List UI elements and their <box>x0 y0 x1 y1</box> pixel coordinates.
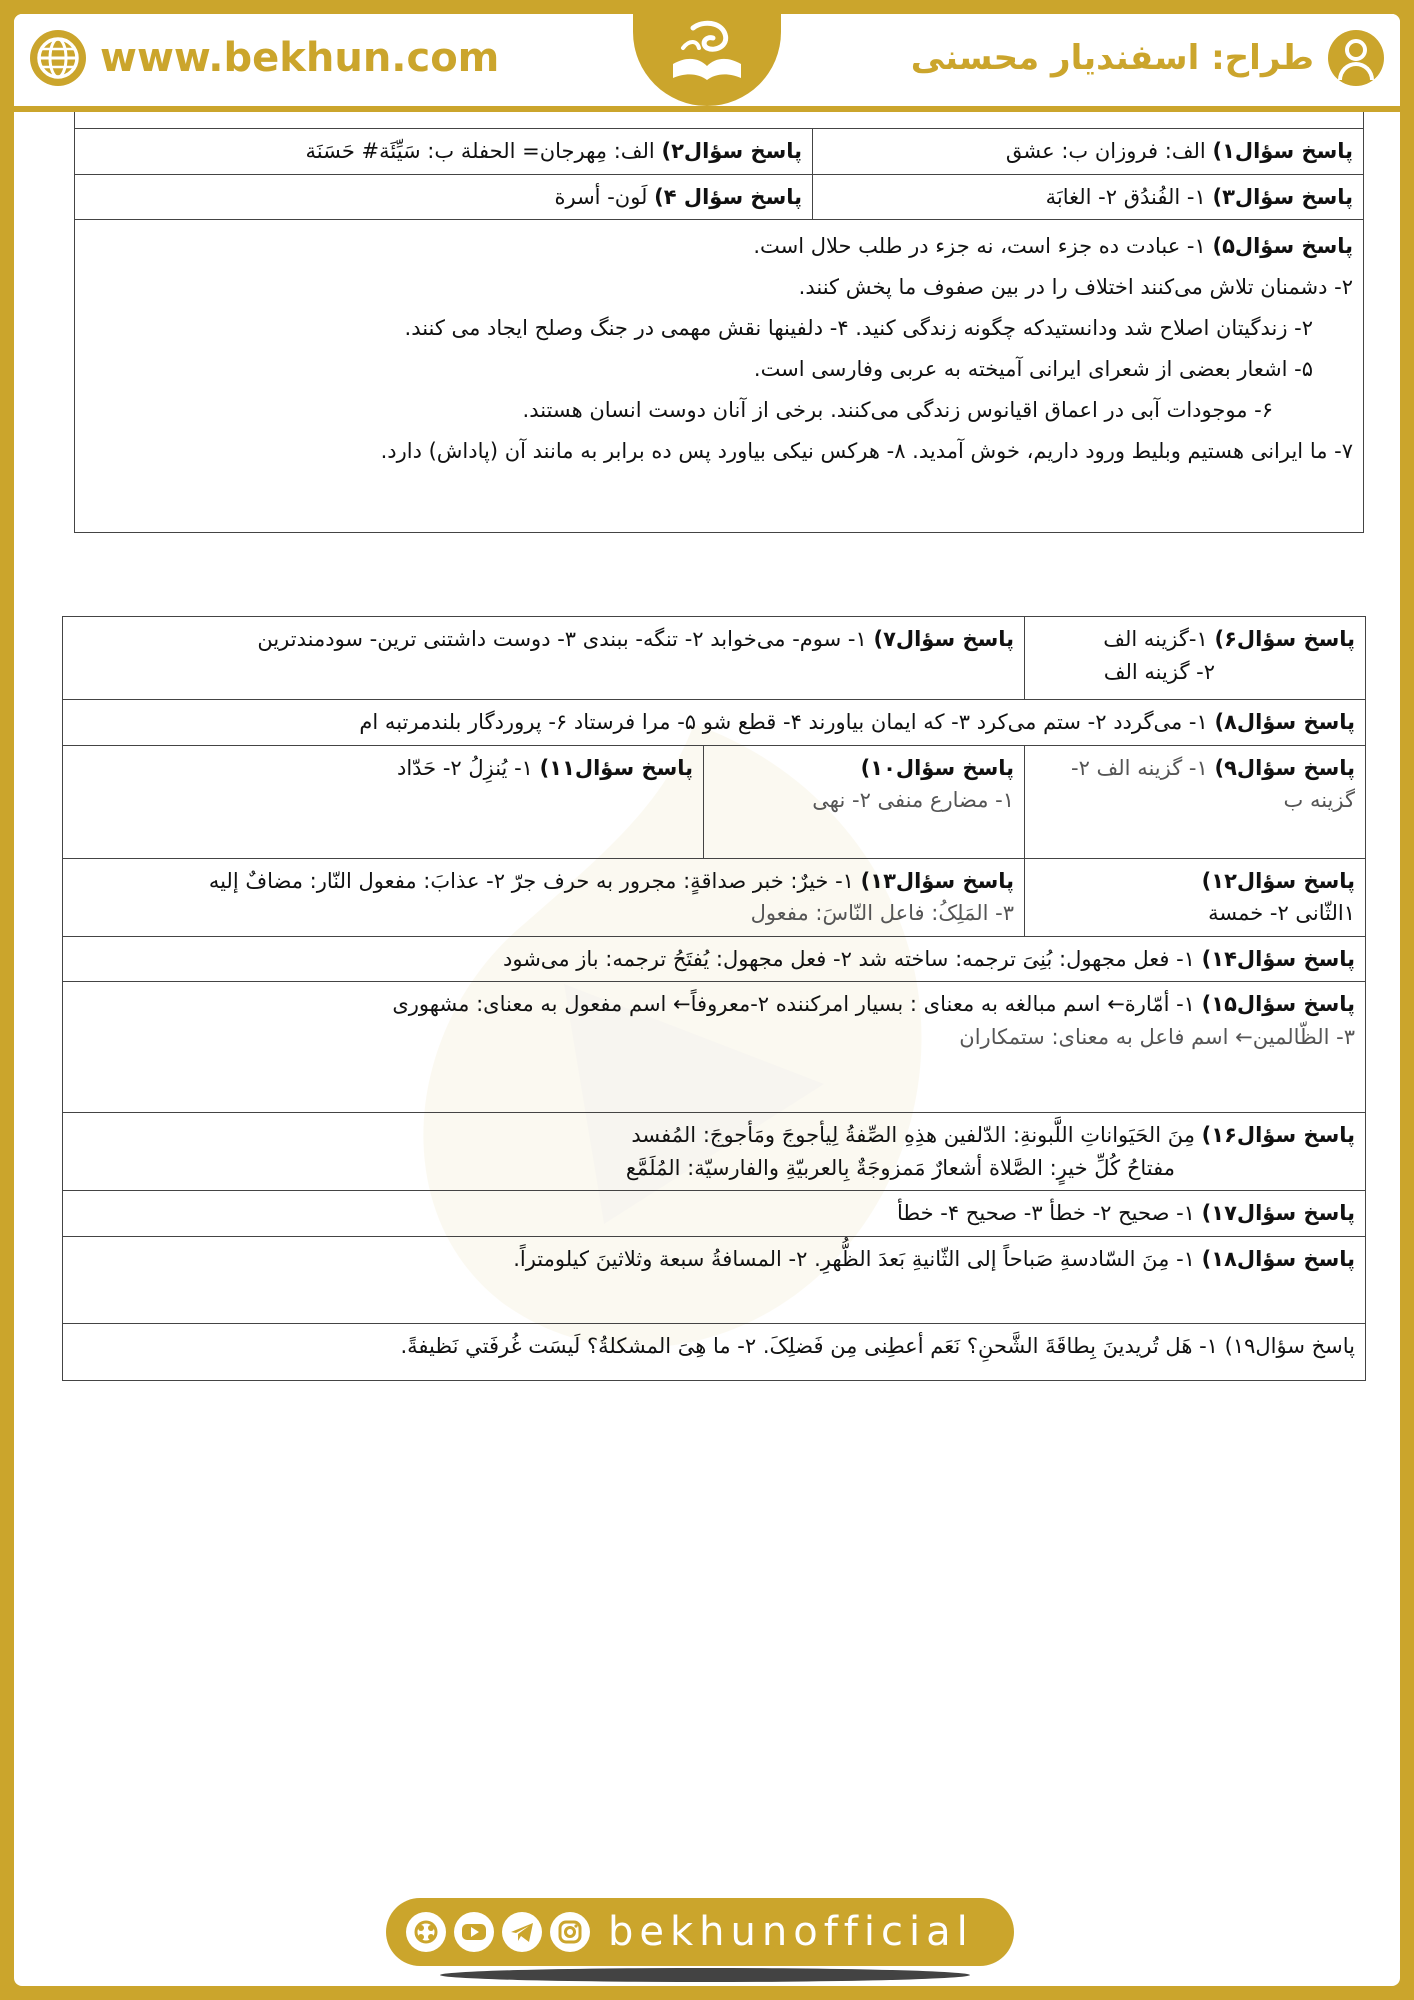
answer-text: ۳- المَلِکُ: فاعل النّاسَ: مفعول <box>750 901 1014 926</box>
book-icon <box>663 18 751 90</box>
question-label: پاسخ سؤال۱۸) <box>1201 1246 1355 1271</box>
question-label: پاسخ سؤال۷) <box>873 627 1014 651</box>
table-row <box>63 700 1366 746</box>
answer-text: ۱- خیرٌ: خبر صداقةٍ: مجرور به حرف جرّ ۲- عذابَ: مفعول النّار: مضافٌ إلیه <box>208 868 854 893</box>
website[interactable] <box>30 30 499 86</box>
answer-text: ۱- مضارع منفی ۲- نهی <box>812 788 1014 813</box>
answer-q10 <box>704 745 1025 858</box>
question-label: پاسخ سؤال۱۱) <box>539 755 693 780</box>
table-row <box>63 1191 1366 1237</box>
answer-q17 <box>63 1191 1366 1237</box>
globe-icon <box>30 30 86 86</box>
answer-q2 <box>75 129 813 175</box>
youtube-icon[interactable] <box>454 1912 494 1952</box>
answer-text: ۱- فعل مجهول: بُنِیَ ترجمه: ساخته شد ۲- فعل مجهول: یُفتَحُ ترجمه: باز می‌شود <box>503 946 1195 971</box>
answer-text: ۲- گزینه الف <box>1103 659 1215 684</box>
page <box>14 14 1400 1986</box>
question-label: پاسخ سؤال۱) <box>1212 139 1353 163</box>
designer-name: طراح: اسفندیار محسنی <box>910 38 1314 78</box>
answer-line: ۲- زندگیتان اصلاح شد ودانستیدکه چگونه زندگی کنید. ۴- دلفینها نقش مهمی در جنگ وصلح ایجاد می کنند. <box>404 315 1313 340</box>
answer-text: الف: فروزان ب: عشق <box>1005 139 1206 163</box>
answer-q13 <box>63 858 1025 936</box>
answer-q5 <box>75 220 1364 533</box>
bekhun-logo <box>633 14 781 106</box>
aparat-icon[interactable] <box>406 1912 446 1952</box>
question-label: پاسخ سؤال۱۴) <box>1201 946 1355 971</box>
table-row <box>63 1323 1366 1380</box>
answer-q3 <box>813 174 1364 220</box>
page-header <box>14 14 1400 112</box>
website-url[interactable]: www.bekhun.com <box>100 35 500 81</box>
answer-q11 <box>63 745 704 858</box>
telegram-icon[interactable] <box>502 1912 542 1952</box>
table-row <box>63 617 1366 700</box>
answer-q19 <box>63 1323 1366 1380</box>
answers-table-top <box>74 112 1364 533</box>
answer-text: ۳- الظّالمین← اسم فاعل به معنای: ستمکاران <box>959 1024 1355 1049</box>
answer-text: ۱- سوم- می‌خوابد ۲- تنگه- ببندی ۳- دوست داشتنی ترین- سودمندترین <box>257 627 867 651</box>
question-label: پاسخ سؤال۸) <box>1214 710 1355 734</box>
question-label: پاسخ سؤال ۴) <box>654 184 802 209</box>
table-row <box>63 858 1366 936</box>
answer-q9 <box>1025 745 1366 858</box>
answer-text: مفتاحُ کُلِّ خیرٍ: الصَّلاة أشعارٌ مَمزوجَةٌ بِالعربیّةِ والفارسیّة: المُلَمَّع <box>625 1155 1175 1180</box>
question-label: پاسخ سؤال۵) <box>1212 234 1353 259</box>
table-row <box>63 1113 1366 1191</box>
table-row <box>75 129 1364 175</box>
answer-q6 <box>1025 617 1366 700</box>
answer-text: ۱الثّانی ۲- خمسة <box>1208 901 1355 926</box>
answer-q12 <box>1025 858 1366 936</box>
social-footer <box>386 1898 1014 1966</box>
answer-text: ۱- می‌گردد ۲- ستم می‌کرد ۳- که ایمان بیاورند ۴- قطع شو ۵- مرا فرستاد ۶- پروردگار بلندمرتبه ام <box>359 710 1208 734</box>
question-label: پاسخ سؤال۳) <box>1212 184 1353 209</box>
question-label: پاسخ سؤال۱۵) <box>1201 992 1355 1017</box>
answer-text: ۱- صحیح ۲- خطأ ۳- صحیح ۴- خطأ <box>896 1201 1195 1226</box>
question-label: پاسخ سؤال۶) <box>1214 627 1355 651</box>
answer-text: الف: مِهرجان= الحفلة ب: سَیِّئَة# حَسَنَة <box>305 139 655 163</box>
table-row <box>63 936 1366 982</box>
designer-credit <box>911 30 1384 86</box>
instagram-icon[interactable] <box>550 1912 590 1952</box>
answer-q16 <box>63 1113 1366 1191</box>
question-label: پاسخ سؤال۱۷) <box>1201 1201 1355 1226</box>
table-row <box>75 174 1364 220</box>
answer-q4 <box>75 174 813 220</box>
question-label: پاسخ سؤال۱۳) <box>860 868 1014 893</box>
question-label: پاسخ سؤال۱۶) <box>1201 1123 1355 1148</box>
table-row <box>63 1236 1366 1323</box>
question-label: پاسخ سؤال۹) <box>1214 755 1355 780</box>
table-row <box>63 745 1366 858</box>
answer-line: ۶- موجودات آبی در اعماق اقیانوس زندگی می‌کنند. برخی از آنان دوست انسان هستند. <box>522 397 1273 422</box>
answer-text: مِنَ الحَیَواناتِ اللَّبونةِ: الدّلفین هذِهِ الصِّفةُ لِیأجوجَ ومَأجوجَ: المُفسد <box>631 1123 1195 1148</box>
answer-line: ۵- اشعار بعضی از شعرای ایرانی آمیخته به عربی وفارسی است. <box>753 356 1313 381</box>
answer-line: ۱- عبادت ده جزء است، نه جزء در طلب حلال است. <box>753 234 1206 259</box>
answer-line: ۷- ما ایرانی هستیم وبلیط ورود داریم، خوش آمدید. ۸- هرکس نیکی بیاورد پس ده برابر به مانند آن (پاداش) دارد. <box>380 438 1353 463</box>
answer-text: ۱- یُنزِلُ ۲- حَدّاد <box>396 755 533 780</box>
answer-text: ۱- الفُندُق ۲- الغابَة <box>1045 184 1206 209</box>
answer-q7 <box>63 617 1025 700</box>
user-icon <box>1328 30 1384 86</box>
answer-text: ۱- أمّارة← اسم مبالغه به معنای : بسیار امرکننده ۲-معروفاً← اسم مفعول به معنای: مشهوری <box>392 992 1195 1017</box>
table-row <box>75 220 1364 533</box>
answer-text: ۱- گزینه الف ۲- گزینه ب <box>1071 755 1355 813</box>
social-handle[interactable]: bekhunofficial <box>608 1909 974 1955</box>
answer-text: ۱- هَل تُریدینَ بِطاقَةَ الشَّحنِ؟ نَعَم أعطِنی مِن فَضلِکَ. ۲- ما هِیَ المشکلةُ؟ لَیسَت غُرفَتي نَظیفةً. <box>400 1333 1218 1358</box>
answer-text: لَون- أسرة <box>554 184 648 209</box>
question-label: پاسخ سؤال۱۰) <box>860 755 1014 780</box>
social-icons <box>406 1912 590 1952</box>
answer-line: ۲- دشمنان تلاش می‌کنند اختلاف را در بین صفوف ما پخش کنند. <box>798 275 1353 300</box>
answer-q15 <box>63 982 1366 1113</box>
answer-q8 <box>63 700 1366 746</box>
answers-table-bottom <box>62 616 1366 1381</box>
question-label: پاسخ سؤال۱۲) <box>1201 868 1355 893</box>
table-row <box>63 982 1366 1113</box>
answer-q14 <box>63 936 1366 982</box>
question-label: پاسخ سؤال۲) <box>661 139 802 163</box>
answer-text: ۱- مِنَ السّادسةِ صَباحاً إلی الثّانیةِ بَعدَ الظُّهرِ. ۲- المسافةُ سبعة وثلاثینَ کیلومتراً. <box>513 1246 1195 1271</box>
footer-shadow <box>440 1968 970 1982</box>
table-row <box>75 112 1364 129</box>
answer-text: ۱-گزینه الف <box>1103 627 1208 651</box>
answer-q18 <box>63 1236 1366 1323</box>
answer-q1 <box>813 129 1364 175</box>
question-label: پاسخ سؤال۱۹) <box>1224 1333 1355 1358</box>
